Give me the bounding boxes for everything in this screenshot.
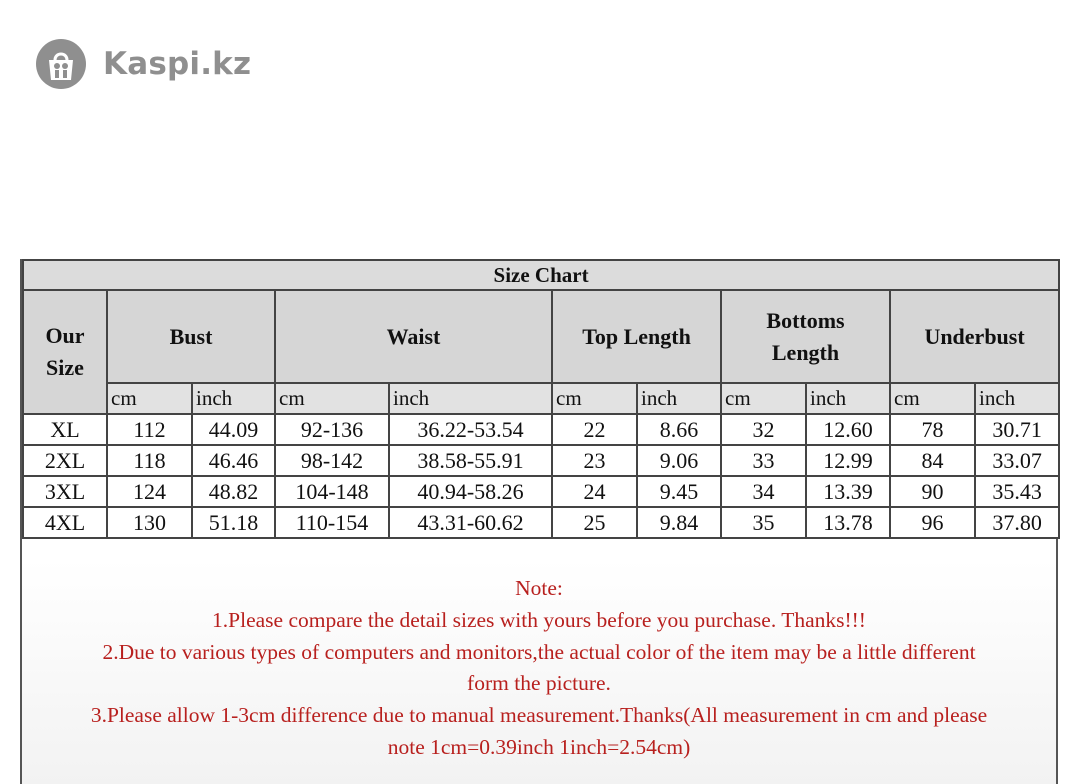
value-cell: 38.58-55.91	[389, 445, 552, 476]
value-cell: 13.78	[806, 507, 890, 538]
value-cell: 46.46	[192, 445, 275, 476]
unit-cell: inch	[806, 383, 890, 414]
value-cell: 104-148	[275, 476, 389, 507]
value-cell: 13.39	[806, 476, 890, 507]
note-line: 2.Due to various types of computers and monitors,the actual color of the item may be a little different	[102, 639, 976, 664]
unit-cell: inch	[975, 383, 1059, 414]
value-cell: 34	[721, 476, 806, 507]
column-header-underbust: Underbust	[890, 290, 1059, 383]
value-cell: 84	[890, 445, 975, 476]
unit-cell: cm	[890, 383, 975, 414]
brand-text[interactable]: Kaspi.kz	[103, 46, 252, 82]
value-cell: 130	[107, 507, 192, 538]
size-cell: 2XL	[23, 445, 107, 476]
value-cell: 43.31-60.62	[389, 507, 552, 538]
value-cell: 9.06	[637, 445, 721, 476]
value-cell: 37.80	[975, 507, 1059, 538]
unit-row	[23, 383, 1059, 414]
value-cell: 9.84	[637, 507, 721, 538]
column-header-size: Our Size	[23, 290, 107, 414]
value-cell: 30.71	[975, 414, 1059, 445]
value-cell: 124	[107, 476, 192, 507]
value-cell: 112	[107, 414, 192, 445]
value-cell: 8.66	[637, 414, 721, 445]
unit-cell: inch	[389, 383, 552, 414]
unit-cell: cm	[721, 383, 806, 414]
kaspi-header	[36, 38, 251, 90]
size-chart-title: Size Chart	[23, 260, 1059, 290]
value-cell: 118	[107, 445, 192, 476]
notes-title: Note:	[515, 576, 563, 600]
value-cell: 48.82	[192, 476, 275, 507]
note-line: 1.Please compare the detail sizes with yours before you purchase. Thanks!!!	[212, 607, 866, 632]
size-cell: 4XL	[23, 507, 107, 538]
size-chart-table	[22, 259, 1060, 539]
unit-cell: cm	[552, 383, 637, 414]
unit-cell: inch	[637, 383, 721, 414]
table-row	[23, 414, 1059, 445]
value-cell: 96	[890, 507, 975, 538]
value-cell: 25	[552, 507, 637, 538]
value-cell: 12.99	[806, 445, 890, 476]
value-cell: 36.22-53.54	[389, 414, 552, 445]
value-cell: 22	[552, 414, 637, 445]
table-row	[23, 445, 1059, 476]
value-cell: 35	[721, 507, 806, 538]
table-row	[23, 507, 1059, 538]
value-cell: 90	[890, 476, 975, 507]
note-line: note 1cm=0.39inch 1inch=2.54cm)	[387, 734, 691, 759]
size-cell: XL	[23, 414, 107, 445]
value-cell: 12.60	[806, 414, 890, 445]
value-cell: 78	[890, 414, 975, 445]
column-header-bust: Bust	[107, 290, 275, 383]
notes-section	[22, 573, 1056, 764]
note-line: 3.Please allow 1-3cm difference due to manual measurement.Thanks(All measurement in cm and please	[90, 703, 988, 728]
value-cell: 98-142	[275, 445, 389, 476]
value-cell: 24	[552, 476, 637, 507]
size-chart-image	[20, 259, 1058, 784]
unit-cell: cm	[275, 383, 389, 414]
value-cell: 51.18	[192, 507, 275, 538]
value-cell: 92-136	[275, 414, 389, 445]
value-cell: 23	[552, 445, 637, 476]
value-cell: 110-154	[275, 507, 389, 538]
note-line: form the picture.	[467, 671, 611, 696]
column-header-waist: Waist	[275, 290, 552, 383]
value-cell: 40.94-58.26	[389, 476, 552, 507]
kaspi-logo-icon[interactable]	[36, 39, 86, 89]
value-cell: 9.45	[637, 476, 721, 507]
column-header-top-length: Top Length	[552, 290, 721, 383]
shopping-bag-people-icon	[41, 44, 81, 84]
value-cell: 33	[721, 445, 806, 476]
table-row	[23, 476, 1059, 507]
column-header-bottoms-length: Bottoms Length	[721, 290, 890, 383]
size-cell: 3XL	[23, 476, 107, 507]
value-cell: 33.07	[975, 445, 1059, 476]
value-cell: 44.09	[192, 414, 275, 445]
unit-cell: inch	[192, 383, 275, 414]
unit-cell: cm	[107, 383, 192, 414]
value-cell: 32	[721, 414, 806, 445]
value-cell: 35.43	[975, 476, 1059, 507]
